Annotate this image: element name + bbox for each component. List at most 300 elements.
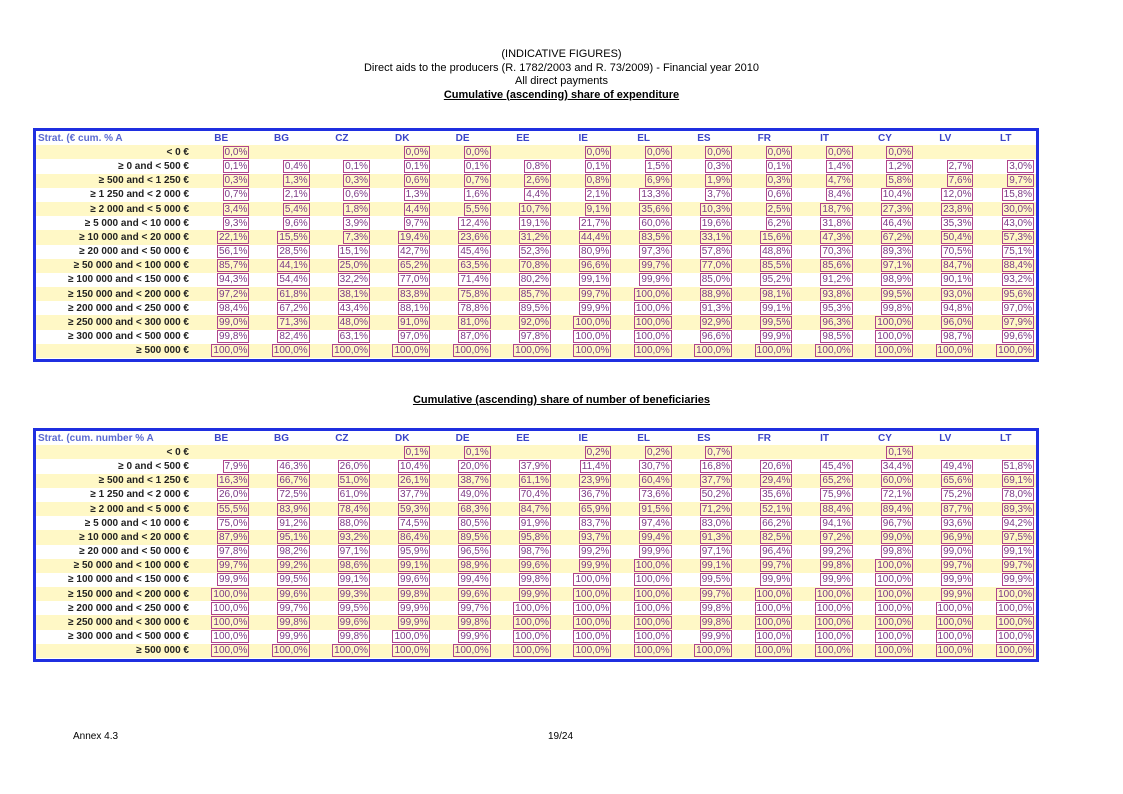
table-cell [251,245,311,259]
cell-value: 75,0% [218,517,248,529]
table-cell [855,545,915,559]
table-cell [734,301,794,315]
cell-value: 93,6% [943,517,972,529]
table-cell [372,474,432,488]
cell-value: 3,0% [1009,160,1032,172]
table-cell [191,230,251,244]
table-cell [794,459,854,473]
table-cell [493,216,553,230]
cell-value: 99,9% [400,617,429,629]
table-cell [915,488,975,502]
cell-value: 100,0% [575,574,610,586]
cell-value: 6,9% [646,175,670,187]
table-cell [613,330,673,344]
cell-value: 35,6% [762,489,791,501]
column-header: LV [915,431,975,445]
cell-value: 77,0% [701,260,731,272]
cell-value: 99,0% [943,546,972,558]
cell-value: 46,4% [882,217,912,229]
row-label: ≥ 0 and < 500 € [36,459,191,473]
cell-value: 100,0% [696,345,731,357]
cell-value: 71,3% [279,317,308,329]
table-cell [734,545,794,559]
table-cell [794,216,854,230]
cell-value: 100,0% [213,588,248,600]
table-cell [553,573,613,587]
row-label: ≥ 1 250 and < 2 000 € [36,488,191,502]
cell-value: 100,0% [213,602,248,614]
cell-value: 97,2% [218,288,248,300]
table-cell [734,644,794,658]
beneficiaries-table [33,428,1039,662]
table-cell [975,644,1036,658]
cell-value: 0,0% [888,146,912,158]
table-cell [855,615,915,629]
cell-value: 52,1% [762,503,791,515]
cell-value: 68,3% [460,503,489,515]
cell-value: 99,9% [400,602,429,614]
cell-value: 84,7% [943,260,972,272]
cell-value: 75,9% [822,489,851,501]
cell-value: 26,0% [339,460,369,472]
table-cell [372,615,432,629]
cell-value: 99,6% [339,617,369,629]
table-cell [613,188,673,202]
table-cell [855,273,915,287]
row-label: ≥ 250 000 and < 300 000 € [36,615,191,629]
cell-value: 99,8% [882,302,912,314]
table-cell [432,459,492,473]
expenditure-table [33,128,1039,362]
table-cell [674,573,734,587]
column-header: ES [674,131,734,145]
table-cell [915,188,975,202]
table-cell [251,644,311,658]
cell-value: 100,0% [998,588,1032,600]
cell-value: 31,2% [520,231,550,243]
cell-value: 95,2% [762,274,791,286]
cell-value: 92,9% [701,317,731,329]
table-cell [191,315,251,329]
table-cell [553,488,613,502]
cell-value: 9,3% [224,217,248,229]
table-cell [372,188,432,202]
table-cell [372,516,432,530]
table-cell [372,344,432,358]
table-cell [734,159,794,173]
cell-value: 99,9% [943,588,972,600]
table-cell [251,315,311,329]
cell-value: 99,6% [400,574,429,586]
table-cell [674,174,734,188]
cell-value: 100,0% [937,617,972,629]
table-cell [734,259,794,273]
table-row [36,516,1036,530]
cell-value: 91,9% [520,517,550,529]
cell-value: 46,3% [279,460,308,472]
table-cell [372,573,432,587]
table-cell [432,301,492,315]
cell-value: 34,4% [882,460,912,472]
table-cell [312,159,372,173]
table-cell [855,644,915,658]
table-cell [372,287,432,301]
table-cell [312,330,372,344]
cell-value: 5,5% [465,203,489,215]
table-cell [794,516,854,530]
table-cell [191,245,251,259]
table-cell [191,573,251,587]
table-cell [734,330,794,344]
cell-value: 100,0% [877,574,912,586]
table-cell [553,287,613,301]
cell-value [971,447,973,458]
table-cell [855,573,915,587]
table-row [36,459,1036,473]
table-corner-header: Strat. (cum. number % A [36,431,191,445]
table-cell [251,344,311,358]
cell-value: 99,7% [762,560,791,572]
cell-value: 67,2% [279,302,308,314]
cell-value: 97,8% [218,546,248,558]
table-cell [553,174,613,188]
table-cell [191,174,251,188]
cell-value: 100,0% [454,345,489,357]
cell-value: 72,1% [882,489,912,501]
cell-value: 55,5% [218,503,248,515]
cell-value: 65,9% [581,503,610,515]
table-corner-header: Strat. (€ cum. % A [36,131,191,145]
table-cell [372,301,432,315]
cell-value: 60,4% [641,475,670,487]
cell-value: 1,8% [345,203,369,215]
cell-value: 20,0% [460,460,489,472]
cell-value: 0,6% [767,189,791,201]
cell-value: 99,6% [460,588,489,600]
table-cell [251,474,311,488]
table-cell [794,159,854,173]
table-cell [312,216,372,230]
table-cell [734,459,794,473]
table-cell [915,516,975,530]
table-cell [794,273,854,287]
cell-value: 99,7% [641,260,670,272]
cell-value: 0,1% [405,160,429,172]
cell-value: 100,0% [937,602,972,614]
table-row [36,315,1036,329]
table-cell [613,488,673,502]
cell-value: 9,7% [1009,175,1032,187]
cell-value: 7,3% [345,231,369,243]
cell-value: 57,3% [1003,231,1032,243]
cell-value: 100,0% [816,631,851,643]
table-cell [493,315,553,329]
row-label: ≥ 300 000 and < 500 000 € [36,330,191,344]
cell-value: 10,7% [520,203,550,215]
table-cell [674,273,734,287]
table-cell [191,615,251,629]
table-cell [493,159,553,173]
cell-value: 61,1% [520,475,550,487]
cell-value: 100,0% [816,617,851,629]
table-cell [251,301,311,315]
table-cell [674,301,734,315]
cell-value: 100,0% [635,560,670,572]
cell-value: 69,1% [1003,475,1032,487]
table-cell [553,630,613,644]
table-cell [915,145,975,159]
table-cell [915,202,975,216]
table-cell [372,202,432,216]
cell-value: 100,0% [937,631,972,643]
cell-value: 72,5% [279,489,308,501]
cell-value: 83,7% [581,517,610,529]
table-cell [312,502,372,516]
table-cell [432,573,492,587]
table-cell [613,245,673,259]
table-cell [191,502,251,516]
table-cell [855,516,915,530]
cell-value: 99,4% [641,531,670,543]
cell-value: 1,3% [284,175,308,187]
table-cell [674,159,734,173]
cell-value: 91,5% [641,503,670,515]
table-cell [734,273,794,287]
table-cell [975,488,1036,502]
table-cell [674,474,734,488]
cell-value: 90,1% [943,274,972,286]
table-cell [191,301,251,315]
table-cell [975,516,1036,530]
cell-value: 99,8% [279,617,308,629]
table-cell [674,344,734,358]
cell-value: 99,8% [400,588,429,600]
cell-value: 0,1% [405,446,429,458]
table-cell [493,601,553,615]
table-cell [794,530,854,544]
table-row [36,273,1036,287]
cell-value: 99,9% [641,274,670,286]
column-header: IT [794,431,854,445]
table-cell [493,630,553,644]
table-cell [251,488,311,502]
table-cell [674,230,734,244]
cell-value: 80,5% [460,517,489,529]
cell-value: 85,7% [520,288,550,300]
cell-value: 5,4% [284,203,308,215]
cell-value [308,147,310,158]
cell-value: 99,5% [279,574,308,586]
cell-value: 15,1% [339,246,369,258]
cell-value: 88,1% [400,302,429,314]
table-cell [553,474,613,488]
cell-value: 0,1% [224,160,248,172]
table-cell [794,301,854,315]
cell-value: 100,0% [213,631,248,643]
table-cell [312,573,372,587]
row-label: ≥ 20 000 and < 50 000 € [36,545,191,559]
cell-value: 88,9% [701,288,731,300]
table-cell [251,516,311,530]
table-cell [372,545,432,559]
table-row [36,474,1036,488]
cell-value: 100,0% [635,331,670,343]
table-cell [251,601,311,615]
row-label: ≥ 500 000 € [36,344,191,358]
table-cell [613,159,673,173]
table-cell [794,644,854,658]
cell-value: 96,3% [822,317,851,329]
table-cell [734,559,794,573]
cell-value: 1,6% [465,189,489,201]
table-cell [975,259,1036,273]
table-cell [553,301,613,315]
cell-value: 97,1% [701,546,731,558]
cell-value: 48,0% [339,317,369,329]
cell-value: 100,0% [877,317,912,329]
table-cell [674,330,734,344]
cell-value [790,447,792,458]
table-cell [493,259,553,273]
table-cell [493,301,553,315]
table-cell [191,145,251,159]
table-cell [432,601,492,615]
cell-value: 89,4% [882,503,912,515]
table-cell [613,516,673,530]
table-cell [674,259,734,273]
cell-value: 100,0% [998,631,1032,643]
cell-value: 1,4% [827,160,851,172]
cell-value: 7,6% [948,175,972,187]
table-cell [855,188,915,202]
cell-value: 82,5% [762,531,791,543]
table-cell [312,488,372,502]
table-cell [372,587,432,601]
table-cell [251,615,311,629]
cell-value: 100,0% [937,345,972,357]
cell-value: 0,0% [767,146,791,158]
table-cell [372,630,432,644]
column-header: LT [975,431,1036,445]
table-cell [251,530,311,544]
table-cell [493,545,553,559]
cell-value: 100,0% [877,631,912,643]
table-cell [191,516,251,530]
cell-value: 2,1% [284,189,308,201]
table-cell [191,188,251,202]
table-row [36,330,1036,344]
table-cell [312,587,372,601]
cell-value: 0,3% [345,175,369,187]
table-cell [794,315,854,329]
table-cell [613,630,673,644]
cell-value: 91,2% [279,517,308,529]
cell-value: 100,0% [696,645,731,657]
table-cell [794,502,854,516]
cell-value: 0,2% [586,446,610,458]
table-cell [613,601,673,615]
table-cell [553,587,613,601]
cell-value: 45,4% [460,246,489,258]
cell-value: 100,0% [635,345,670,357]
cell-value: 99,3% [339,588,369,600]
cell-value: 19,1% [520,217,550,229]
cell-value: 0,3% [224,175,248,187]
cell-value: 99,7% [1003,560,1032,572]
column-header: LV [915,131,975,145]
cell-value: 33,1% [701,231,731,243]
table-cell [372,273,432,287]
cell-value: 96,5% [460,546,489,558]
table-cell [432,615,492,629]
table-cell [855,230,915,244]
cell-value: 100,0% [756,631,791,643]
table-cell [855,630,915,644]
cell-value: 99,7% [218,560,248,572]
table-cell [312,287,372,301]
table-cell [493,559,553,573]
table-cell [734,630,794,644]
column-header: IE [553,131,613,145]
table-cell [975,230,1036,244]
cell-value: 91,0% [400,317,429,329]
cell-value: 71,2% [701,503,731,515]
table-cell [432,188,492,202]
row-label: ≥ 100 000 and < 150 000 € [36,573,191,587]
cell-value: 99,9% [762,574,791,586]
table-cell [493,644,553,658]
column-header: CZ [312,431,372,445]
table-cell [493,145,553,159]
table-cell [191,559,251,573]
table-cell [191,644,251,658]
table-cell [553,330,613,344]
row-label: ≥ 200 000 and < 250 000 € [36,301,191,315]
cell-value: 0,1% [345,160,369,172]
row-label: ≥ 10 000 and < 20 000 € [36,230,191,244]
cell-value: 63,5% [460,260,489,272]
cell-value: 10,4% [882,189,912,201]
table-cell [915,530,975,544]
cell-value: 95,1% [279,531,308,543]
cell-value: 78,0% [1003,489,1032,501]
table-cell [312,230,372,244]
cell-value: 82,4% [279,331,308,343]
cell-value: 99,9% [762,331,791,343]
cell-value: 99,1% [400,560,429,572]
table-cell [975,601,1036,615]
cell-value: 100,0% [575,317,610,329]
column-header: DK [372,431,432,445]
cell-value: 0,0% [827,146,851,158]
table-cell [312,259,372,273]
table-cell [915,259,975,273]
cell-value: 97,2% [822,531,851,543]
cell-value: 100,0% [394,345,429,357]
table-cell [312,315,372,329]
table-cell [251,559,311,573]
cell-value: 97,9% [1003,317,1032,329]
table-cell [975,445,1036,459]
table-cell [251,587,311,601]
cell-value: 5,8% [888,175,912,187]
cell-value: 52,3% [520,246,550,258]
cell-value: 19,4% [400,231,429,243]
table-cell [975,615,1036,629]
table-row [36,159,1036,173]
cell-value: 51,0% [339,475,369,487]
cell-value: 0,7% [707,446,731,458]
